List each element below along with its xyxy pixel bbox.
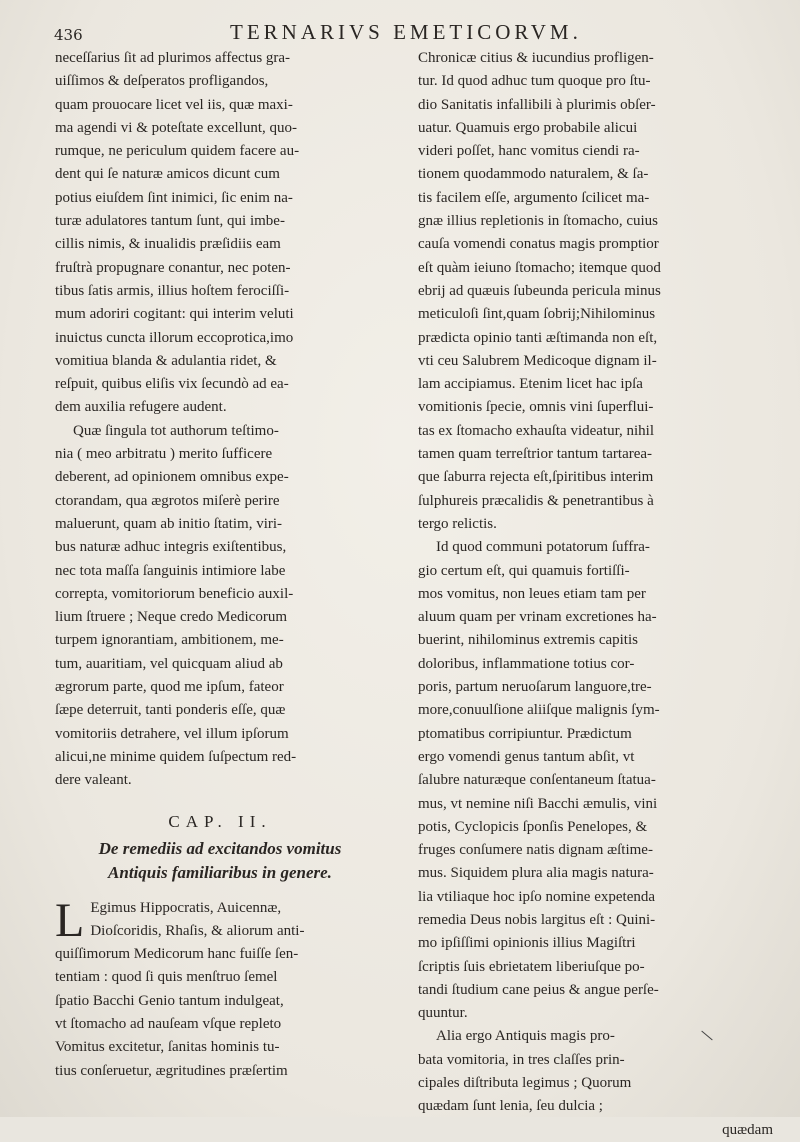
text-line: gio certum eſt, qui quamuis fortiſſi- [418, 562, 630, 579]
text-line: tentiam : quod ſi quis menſtruo ſemel [55, 969, 278, 986]
text-line: cipales diſtributa legimus ; Quorum [418, 1075, 632, 1092]
right-column [418, 47, 773, 1141]
text-line: vti ceu Salubrem Medicoque dignam il- [418, 352, 657, 369]
text-line: que ſaburra rejecta eſt,ſpiritibus interim [418, 469, 654, 486]
text-line: mo ipſiſſimi opinionis illius Magiſtri [418, 935, 636, 952]
text-line: tum, auaritiam, vel quicquam aliud ab [55, 655, 283, 672]
text-line: vomitoriis detrahere, vel illum ipſorum [55, 725, 289, 742]
text-line: tergo relictis. [418, 515, 497, 532]
running-title: TERNARIVS EMETICORVM. [230, 20, 582, 44]
text-line: meticuloſi ſint,quam ſobrij;Nihilominus [418, 306, 656, 323]
text-line: correpta, vomitoriorum beneficio auxil- [55, 585, 294, 602]
text-line: ægrorum parte, quod me ipſum, fateor [55, 679, 284, 696]
text-line: ſalubre naturæque conſentaneum ſtatua- [418, 772, 656, 789]
text-line: eſt quàm ieiuno ſtomacho; itemque quod [418, 259, 661, 276]
text-line: poris, partum neruoſarum languore,tre- [418, 679, 652, 696]
text-line: more,conuulſione aliiſque malignis ſym- [418, 702, 660, 719]
text-line: vt ſtomacho ad nauſeam vſque repleto [55, 1015, 282, 1032]
text-line: inuictus cuncta illorum eccoprotica,imo [55, 329, 294, 346]
left-paragraph-1 [55, 47, 385, 420]
text-line: cauſa vomendi conatus magis promptior [418, 236, 659, 253]
left-column [55, 47, 385, 1083]
text-line: deberent, ad opinionem omnibus expe- [55, 469, 289, 486]
text-line: neceſſarius ſit ad plurimos affectus gra- [55, 50, 291, 66]
text-line: aluum quam per vrinam excretiones ha- [418, 609, 657, 626]
text-line: ctorandam, qua ægrotos miſerè perire [55, 492, 280, 509]
text-line: tandi ſtudium cane peius & angue perſe- [418, 981, 659, 998]
text-line: bus naturæ adhuc integris exiſtentibus, [55, 539, 287, 556]
text-line: mos vomitus, non leues etiam tam per [418, 585, 646, 602]
drop-capital: L [55, 893, 85, 947]
text-line: quædam ſunt lenia, ſeu dulcia ; [418, 1098, 603, 1115]
text-line: Quæ ſingula tot authorum teſtimo- [73, 422, 279, 439]
text-line: maluerunt, quam ab initio ſtatim, viri- [55, 515, 283, 532]
text-line: dem auxilia refugere audent. [55, 399, 227, 416]
text-line: dio Sanitatis infallibili à plurimis obſer- [418, 96, 656, 113]
text-line: fruges conſumere natis dignam æſtime- [418, 842, 653, 859]
text-line: Egimus Hippocratis, Auicennæ, [90, 899, 282, 916]
text-line: vomitiua blanda & adulantia ridet, & [55, 352, 277, 369]
text-line: turæ adulatores tantum ſunt, qui imbe- [55, 213, 285, 230]
text-line: tibus ſatis armis, illius hoſtem ferociſſi- [55, 282, 290, 299]
text-line: gnæ illius repletionis in ſtomacho, cuius [418, 213, 658, 230]
text-line: tius conſeruetur, ægritudines præſertim [55, 1062, 288, 1079]
text-line: prædicta opinio tanti æſtimanda non eſt, [418, 329, 658, 346]
text-line: quam prouocare licet vel iis, quæ maxi- [55, 96, 293, 113]
text-line: Chronicæ citius & iucundius profligen- [418, 50, 654, 66]
text-line: ptomatibus corripiuntur. Prædictum [418, 725, 632, 742]
right-paragraph-3 [418, 1025, 773, 1118]
text-line: Vomitus excitetur, ſanitas hominis tu- [55, 1039, 280, 1056]
right-paragraph-2 [418, 536, 773, 1025]
chapter-title-line-1: De remediis ad excitandos vomitus [98, 838, 342, 858]
text-line: fruſtrà propugnare conantur, nec poten- [55, 259, 291, 276]
text-line: mum adoriri cogitant: qui interim veluti [55, 306, 294, 323]
page-header [40, 20, 800, 50]
text-line: uiſſimos & deſperatos profligandos, [55, 73, 269, 90]
text-line: quiſſimorum Medicorum hanc fuiſſe ſen- [55, 946, 299, 963]
chapter-title-line-2: Antiquis familiaribus in genere. [108, 862, 332, 882]
text-line: videri poſſet, hanc vomitus ciendi ra- [418, 143, 640, 160]
text-line: quuntur. [418, 1005, 468, 1022]
text-line: tionem quodammodo naturalem, & ſa- [418, 166, 649, 183]
text-line: ebrij ad quæuis ſubeunda pericula minus [418, 282, 661, 299]
text-line: remedia Deus nobis largitus eſt : Quini- [418, 911, 656, 928]
catchword: quædam [722, 1121, 773, 1138]
text-line: lam accipiamus. Etenim licet hac ipſa [418, 376, 643, 393]
page-number: 436 [54, 26, 83, 44]
text-line: ſcriptis ſuis ebrietatem liberiuſque po- [418, 958, 645, 975]
text-line: rumque, ne periculum quidem facere au- [55, 143, 300, 160]
text-line: doloribus, inflammatione totius cor- [418, 655, 635, 672]
text-line: dent qui ſe naturæ amicos dicunt cum [55, 166, 280, 183]
text-line: cillis nimis, & inualidis præſidiis eam [55, 236, 281, 253]
text-line: bata vomitoria, in tres claſſes prin- [418, 1051, 625, 1068]
text-line: ergo vomendi genus tantum abſit, vt [418, 748, 635, 765]
left-paragraph-3 [55, 893, 385, 1083]
right-paragraph-1 [418, 47, 773, 536]
text-line: nec tota maſſa ſanguinis intimiore labe [55, 562, 286, 579]
text-line: mus. Siquidem plura alia magis natura- [418, 865, 654, 882]
text-line: lia vtiliaque hoc ipſo nomine expetenda [418, 888, 656, 905]
text-line: mus, vt nemine niſi Bacchi æmulis, vini [418, 795, 658, 812]
text-line: Dioſcoridis, Rhaſis, & aliorum anti- [90, 922, 305, 939]
text-line: vomitionis ſpecie, omnis vini ſuperflui- [418, 399, 654, 416]
text-line: tamen quam terreſtrior tantum tartarea- [418, 446, 653, 463]
chapter-heading: CAP. II. [168, 811, 272, 831]
text-line: ma agendi vi & poteſtate excellunt, quo- [55, 119, 298, 136]
text-line: potis, Cyclopicis ſponſis Penelopes, & [418, 818, 648, 835]
text-line: tas ex ſtomacho exhauſta videatur, nihil [418, 422, 654, 439]
text-line: tur. Id quod adhuc tum quoque pro ſtu- [418, 73, 651, 90]
text-line: Id quod communi potatorum ſuffra- [436, 539, 650, 556]
text-line: ſæpe deterruit, tanti ponderis eſſe, quæ [55, 702, 286, 719]
text-line: tis facilem eſſe, argumento ſcilicet ma- [418, 189, 650, 206]
text-line: ſulphureis præcalidis & penetrantibus à [418, 492, 654, 509]
text-line: ſpatio Bacchi Genio tantum indulgeat, [55, 992, 284, 1009]
text-line: nia ( meo arbitratu ) merito ſufficere [55, 446, 273, 463]
text-line: Alia ergo Antiquis magis pro- [436, 1028, 615, 1045]
text-line: turpem ignorantiam, ambitionem, me- [55, 632, 284, 649]
text-line: dere valeant. [55, 772, 132, 789]
text-line: buerint, nihilominus extremis capitis [418, 632, 638, 649]
left-paragraph-2 [55, 420, 385, 793]
text-line: reſpuit, quibus eliſis vix ſecundò ad ea- [55, 376, 289, 393]
text-line: potius eiuſdem ſint inimici, ſic enim na- [55, 189, 293, 206]
text-line: uatur. Quamuis ergo probabile alicui [418, 119, 638, 136]
text-line: lium ſtruere ; Neque credo Medicorum [55, 609, 288, 626]
text-line: alicui,ne minime quidem ſuſpectum red- [55, 748, 297, 765]
